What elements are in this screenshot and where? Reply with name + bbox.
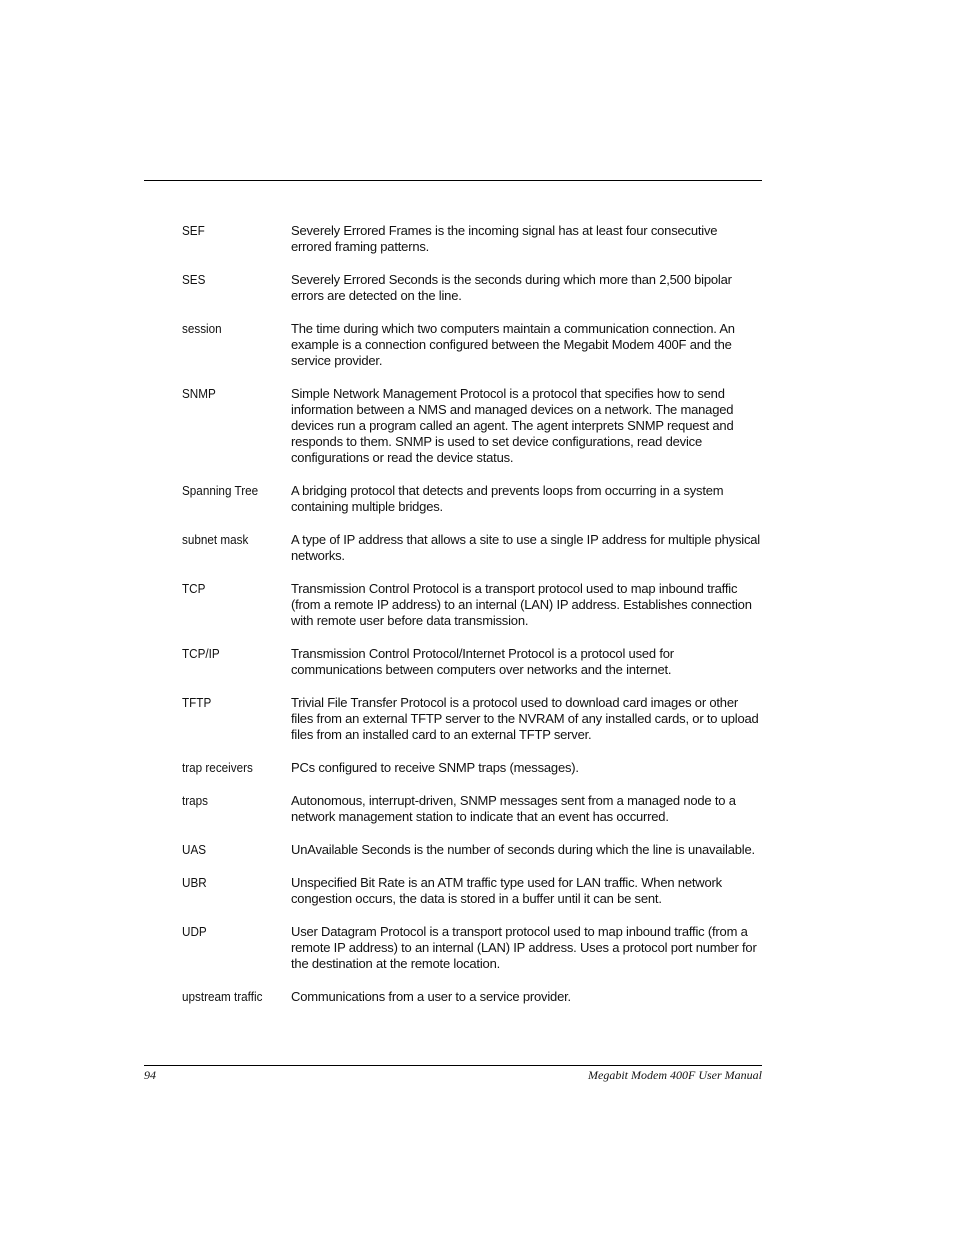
glossary-entry-spanning-tree <box>182 483 762 515</box>
glossary-definition: Transmission Control Protocol/Internet Protocol is a protocol used for communications between computers over networks and the internet. <box>291 646 674 677</box>
glossary-entry-upstream-traffic <box>182 989 762 1005</box>
glossary-definition: PCs configured to receive SNMP traps (messages). <box>291 760 579 775</box>
glossary-definition: Communications from a user to a service provider. <box>291 989 571 1004</box>
glossary-entry-uas <box>182 842 762 858</box>
glossary-entry-session <box>182 321 762 369</box>
glossary-term: session <box>182 321 222 336</box>
glossary-entry-snmp <box>182 386 762 466</box>
glossary-term: traps <box>182 793 209 808</box>
glossary-term: UBR <box>182 875 207 890</box>
glossary-term: SEF <box>182 223 205 238</box>
glossary-definition: Severely Errored Frames is the incoming signal has at least four consecutive errored framing patterns. <box>291 223 718 254</box>
glossary-entry-ubr <box>182 875 762 907</box>
glossary-list <box>182 223 762 1022</box>
glossary-definition: A bridging protocol that detects and prevents loops from occurring in a system containing multiple bridges. <box>291 483 724 514</box>
glossary-entry-trap-receivers <box>182 760 762 776</box>
glossary-term: TFTP <box>182 695 212 710</box>
glossary-term: Spanning Tree <box>182 483 259 498</box>
header-rule <box>144 180 762 181</box>
glossary-term: UDP <box>182 924 207 939</box>
glossary-entry-tftp <box>182 695 762 743</box>
glossary-entry-tcp-ip <box>182 646 762 678</box>
manual-title: Megabit Modem 400F User Manual <box>588 1068 762 1082</box>
glossary-term: SES <box>182 272 206 287</box>
glossary-definition: User Datagram Protocol is a transport protocol used to map inbound traffic (from a remote IP address) to an internal (LAN) IP address. Uses a protocol port number for the destination at the remote location. <box>291 924 757 971</box>
glossary-definition: Transmission Control Protocol is a transport protocol used to map inbound traffic (from a remote IP address) to an internal (LAN) IP address. Establishes connection with remote user before data transmission. <box>291 581 752 628</box>
glossary-entry-subnet-mask <box>182 532 762 564</box>
glossary-entry-ses <box>182 272 762 304</box>
footer-rule <box>144 1065 762 1066</box>
glossary-definition: Trivial File Transfer Protocol is a protocol used to download card images or other files from an external TFTP server to the NVRAM of any installed cards, or to upload files from an installed card to an external TFTP server. <box>291 695 759 742</box>
glossary-definition: Autonomous, interrupt-driven, SNMP messages sent from a managed node to a network management station to indicate that an event has occurred. <box>291 793 736 824</box>
page-number: 94 <box>144 1068 156 1082</box>
glossary-definition: Simple Network Management Protocol is a protocol that specifies how to send information between a NMS and managed devices on a network. The managed devices run a program called an agent. The agent interprets SNMP request and responds to them. SNMP is used to set device configurations, read device configurations or read the device status. <box>291 386 734 465</box>
glossary-term: UAS <box>182 842 207 857</box>
glossary-term: TCP/IP <box>182 646 220 661</box>
glossary-term: trap receivers <box>182 760 253 775</box>
glossary-entry-sef <box>182 223 762 255</box>
glossary-term: SNMP <box>182 386 216 401</box>
glossary-entry-udp <box>182 924 762 972</box>
glossary-term: TCP <box>182 581 206 596</box>
glossary-term: subnet mask <box>182 532 249 547</box>
glossary-term: upstream traffic <box>182 989 263 1004</box>
glossary-definition: UnAvailable Seconds is the number of seconds during which the line is unavailable. <box>291 842 755 857</box>
glossary-definition: A type of IP address that allows a site to use a single IP address for multiple physical networks. <box>291 532 760 563</box>
glossary-entry-traps <box>182 793 762 825</box>
glossary-definition: Unspecified Bit Rate is an ATM traffic type used for LAN traffic. When network congestion occurs, the data is stored in a buffer until it can be sent. <box>291 875 722 906</box>
glossary-entry-tcp <box>182 581 762 629</box>
glossary-definition: Severely Errored Seconds is the seconds during which more than 2,500 bipolar errors are detected on the line. <box>291 272 732 303</box>
glossary-definition: The time during which two computers maintain a communication connection. An example is a connection configured between the Megabit Modem 400F and the service provider. <box>291 321 735 368</box>
